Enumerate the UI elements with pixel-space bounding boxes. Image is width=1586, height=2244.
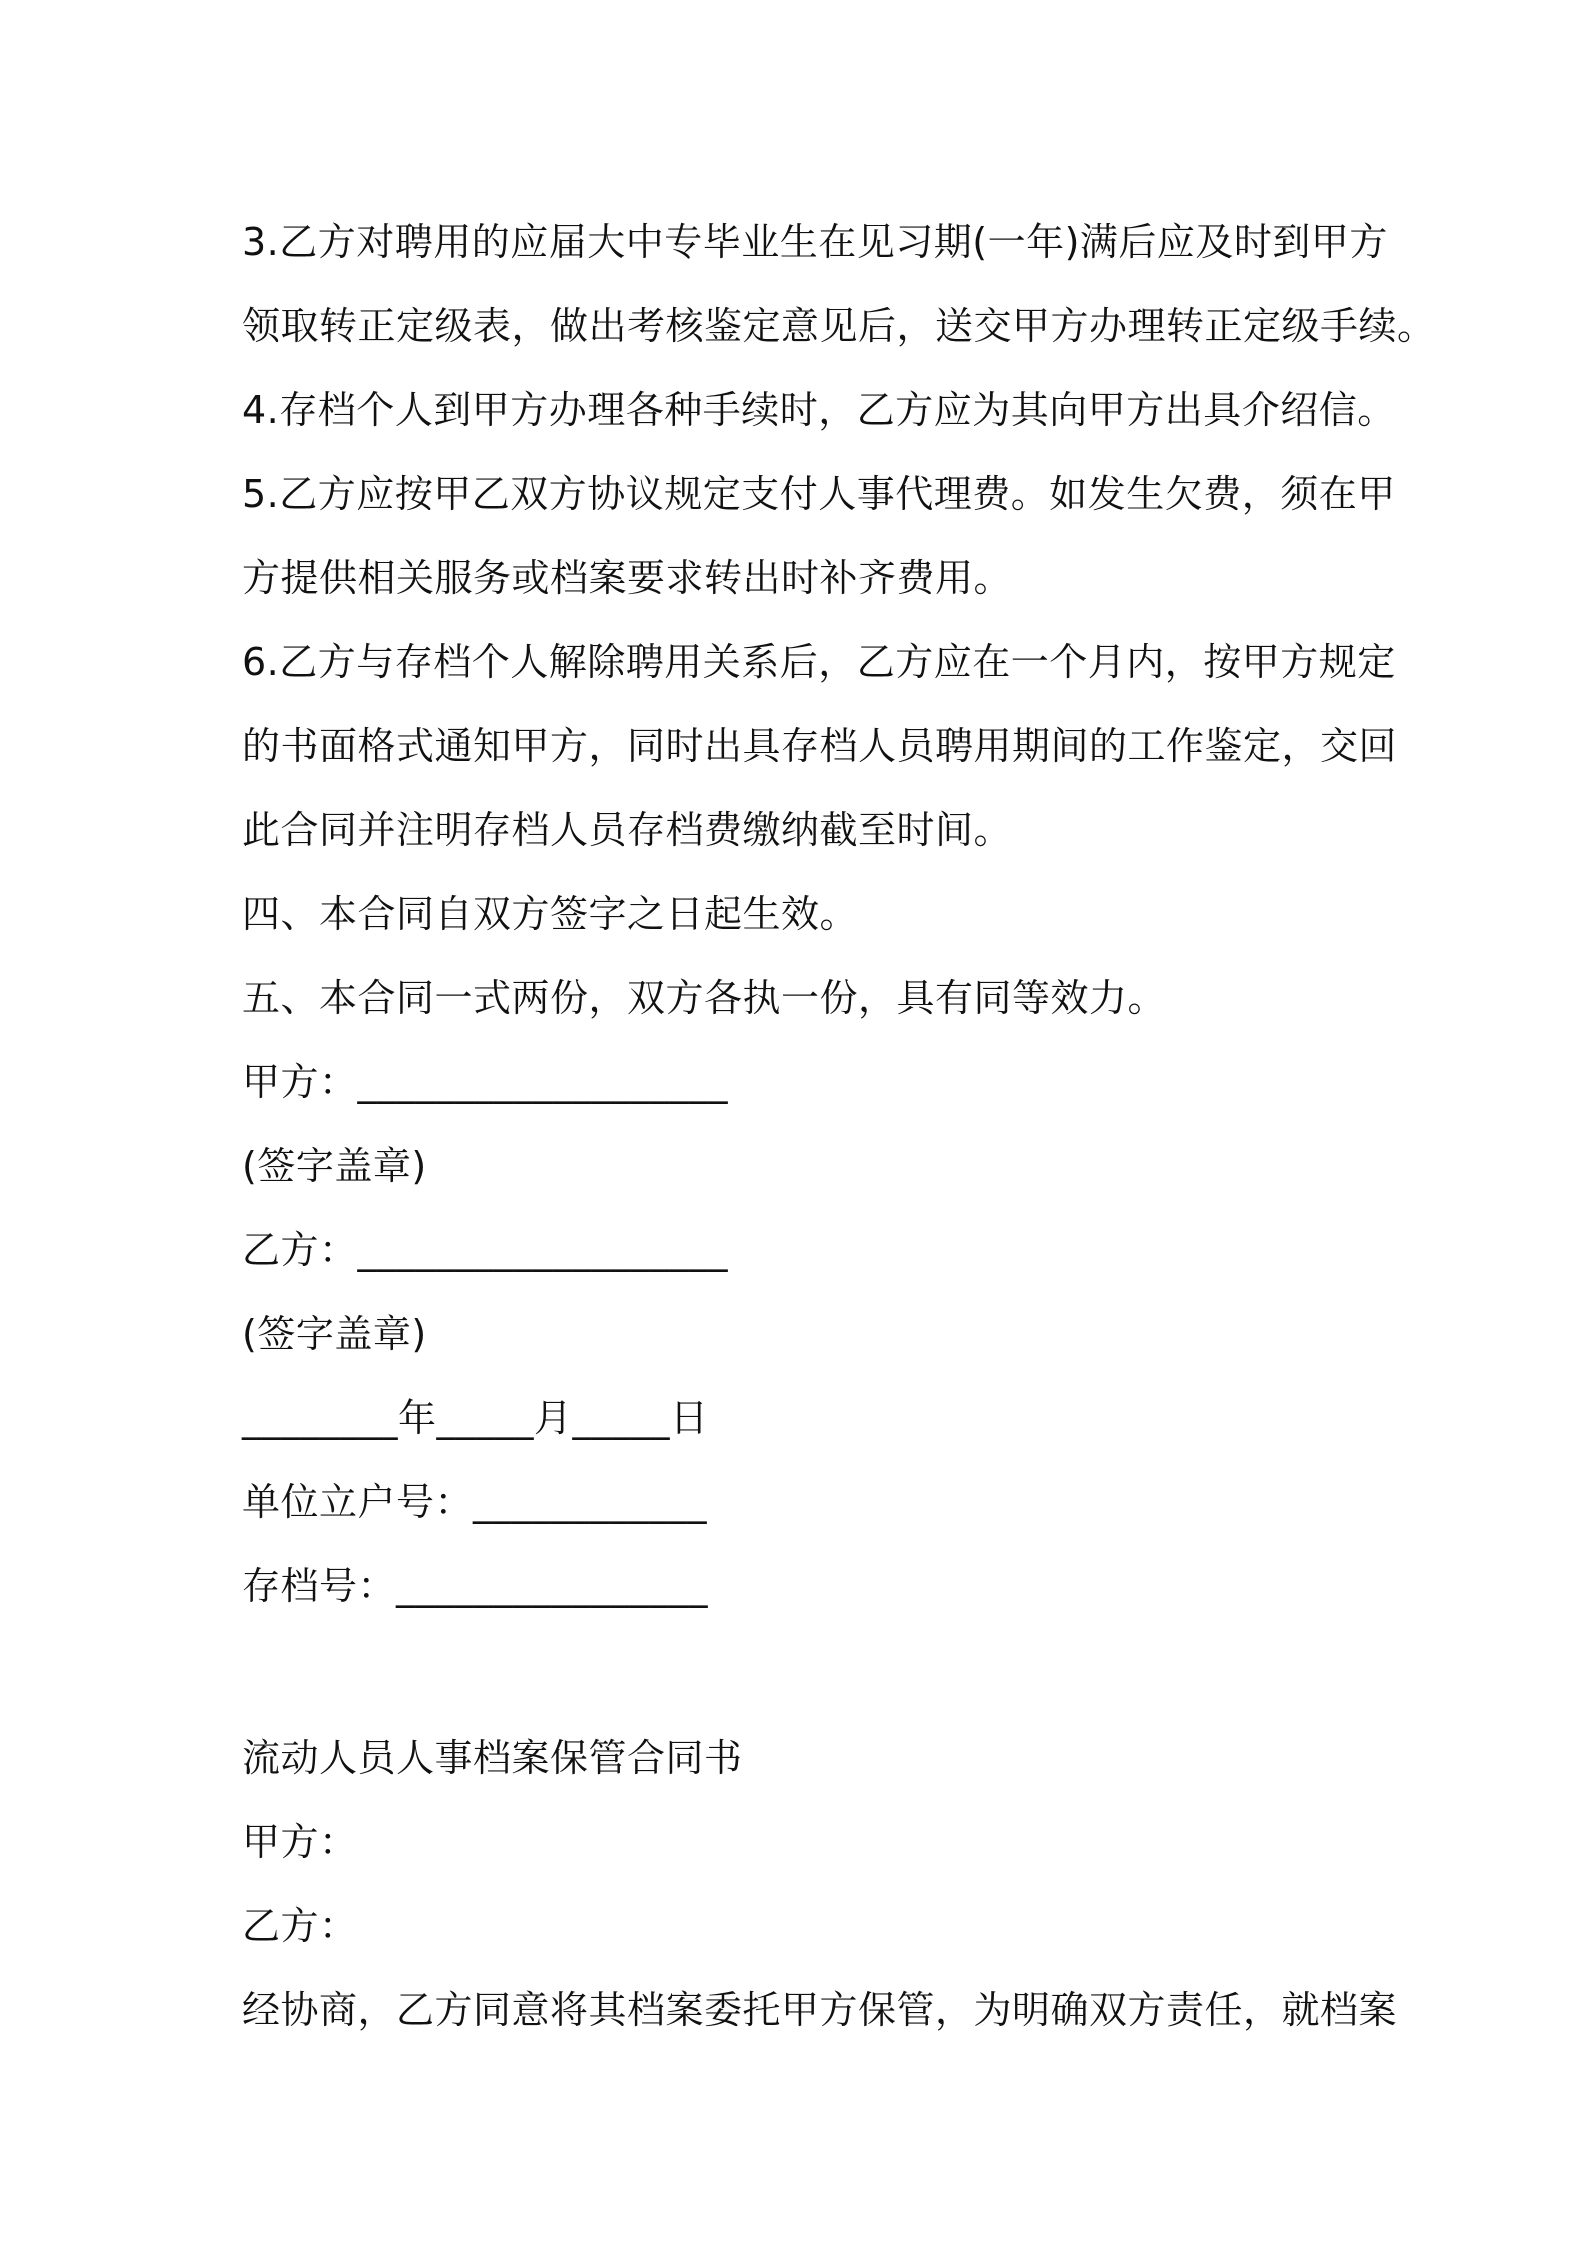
- clause-3-line-1: 3.乙方对聘用的应届大中专毕业生在见习期(一年)满后应及时到甲方: [242, 220, 1388, 264]
- unit-account-number-field: 单位立户号：____________: [242, 1480, 708, 1524]
- clause-4: 4.存档个人到甲方办理各种手续时，乙方应为其向甲方出具介绍信。: [242, 388, 1396, 432]
- archive-number-field: 存档号：________________: [242, 1564, 709, 1608]
- party-b-signature-field: 乙方：___________________: [242, 1228, 729, 1272]
- section-4-effective: 四、本合同自双方签字之日起生效。: [242, 892, 859, 936]
- second-contract-title: 流动人员人事档案保管合同书: [242, 1736, 743, 1780]
- party-b-seal-note: (签字盖章): [242, 1312, 427, 1356]
- section-5-copies: 五、本合同一式两份，双方各执一份，具有同等效力。: [242, 976, 1167, 1020]
- clause-6-line-2: 的书面格式通知甲方，同时出具存档人员聘用期间的工作鉴定，交回: [242, 724, 1398, 768]
- second-contract-party-b: 乙方：: [242, 1904, 358, 1948]
- clause-5-line-1: 5.乙方应按甲乙双方协议规定支付人事代理费。如发生欠费，须在甲: [242, 472, 1396, 516]
- clause-3-line-2: 领取转正定级表，做出考核鉴定意见后，送交甲方办理转正定级手续。: [242, 304, 1436, 348]
- party-a-seal-note: (签字盖章): [242, 1144, 427, 1188]
- section-spacer: [242, 1628, 1362, 1716]
- second-contract-intro: 经协商，乙方同意将其档案委托甲方保管，为明确双方责任，就档案: [242, 1988, 1398, 2032]
- document-body: [242, 200, 1436, 2052]
- clause-6-line-3: 此合同并注明存档人员存档费缴纳截至时间。: [242, 808, 1013, 852]
- date-field: ________年_____月_____日: [242, 1396, 709, 1440]
- party-a-signature-field: 甲方：___________________: [242, 1060, 729, 1104]
- clause-6-line-1: 6.乙方与存档个人解除聘用关系后，乙方应在一个月内，按甲方规定: [242, 640, 1396, 684]
- second-contract-party-a: 甲方：: [242, 1820, 358, 1864]
- clause-5-line-2: 方提供相关服务或档案要求转出时补齐费用。: [242, 556, 1013, 600]
